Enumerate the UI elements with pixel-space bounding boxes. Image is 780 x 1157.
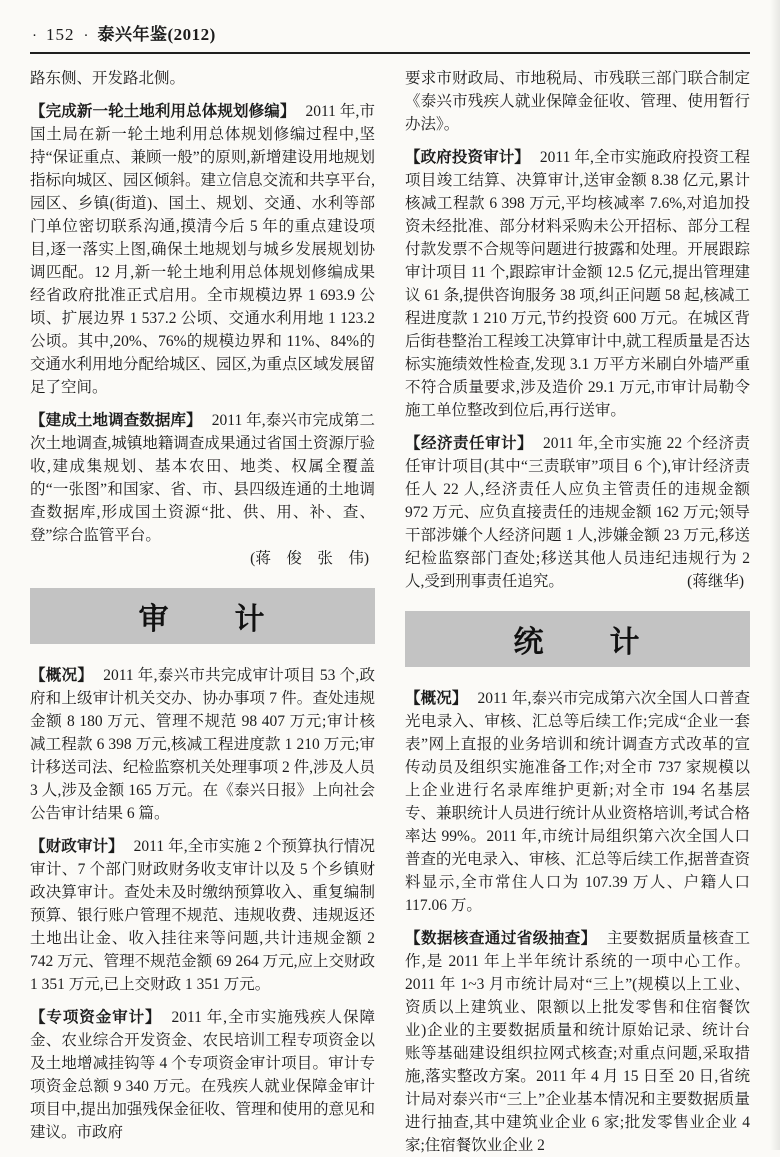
header-bullet-left: · — [32, 28, 37, 44]
entry-body: 2011 年,全市实施 22 个经济责任审计项目(其中“三责联审”项目 6 个),审计经济责任人 22 人,经济责任人应负主管责任的违规金额 972 万元、应负直接责任的违规金额 162 万元;领导干部涉嫌个人经济问题 1 人,涉嫌金额 23 万元,移送纪检监察部门查处;移送其他人员违纪违规行为 2 人,受到刑事责任追究。 — [405, 435, 750, 590]
entry-body: 主要数据质量核查工作,是 2011 年上半年统计系统的一项中心工作。2011 年 1~3 月市统计局对“三上”(规模以上工业、资质以上建筑业、限额以上批发零售和住宿餐饮业)企业的主要数据质量和统计原始记录、统计台账等基础建设组织拉网式核查;对重点问题,采取措施,落实整改方案。2011 年 4 月 15 日至 20 日,省统计局对泰兴市“三上”企业基本情况和主要数据质量进行抽查,其中建筑业企业 6 家;批发零售业企业 4 家;住宿餐饮业企业 2 — [405, 930, 750, 1154]
right-column — [405, 67, 750, 1157]
left-column — [30, 67, 375, 1157]
yearbook-entry — [405, 687, 750, 917]
entry-title: 【数据核查通过省级抽查】 — [405, 930, 597, 947]
page-header — [30, 20, 750, 52]
entry-body: 2011 年,泰兴市共完成审计项目 53 个,政府和上级审计机关交办、协办事项 7 件。查处违规金额 8 180 万元、管理不规范 98 407 万元;审计核减工程款 6 398 万元,核减工程进度款 1 210 万元;审计移送司法、纪检监察机关处理事项 2 件,涉及人员 3 人,涉及金额 165 万元。在《泰兴日报》上向社会公告审计结果 6 篇。 — [30, 667, 375, 822]
yearbook-entry — [30, 100, 375, 399]
entry-body: 2011 年,市国土局在新一轮土地利用总体规划修编过程中,坚持“保证重点、兼顾一般”的原则,新增建设用地规划指标向城区、园区倾斜。建立信息交流和共享平台,园区、乡镇(街道)、国土、规划、交通、水利等部门单位密切联系沟通,摸清今后 5 年的重点建设项目,逐一落实上图,确保土地规划与城乡发展规划协调匹配。12 月,新一轮土地利用总体规划修编成果经省政府批准正式启用。全市规模边界 1 693.9 公顷、扩展边界 1 537.2 公顷、交通水利用地 1 123.2 公顷。其中,20%、76%的规模边界和 11%、84%的交通水利用地分配给城区、园区,为重点区域发展留足了空间。 — [30, 103, 375, 396]
entry-title: 【财政审计】 — [30, 838, 124, 855]
header-divider — [30, 52, 750, 54]
entry-body: 2011 年,全市实施政府投资工程项目竣工结算、决算审计,送审金额 8.38 亿元,累计核减工程款 6 398 万元,平均核减率 7.6%,对追加投资未经批准、部分材料采购未公开招标、部分工程付款发票不合规等问题进行披露和处理。开展跟踪审计项目 11 个,跟踪审计金额 12.5 亿元,提出管理建议 61 条,提供咨询服务 38 项,纠正问题 58 起,核减工程进度款 1 210 万元,节约投资 600 万元。在城区背后街巷整治工程竣工决算审计中,就工程质量是否达标实施绩效性检查,发现 3.1 万平方米刷白外墙严重不符合质量要求,涉及造价 29.1 万元,市审计局勒令施工单位整改到位后,再行送审。 — [405, 149, 750, 419]
yearbook-entry — [405, 927, 750, 1157]
entry-body: 2011 年,泰兴市完成第二次土地调查,城镇地籍调查成果通过省国土资源厅验收,建成集规划、基本农田、地类、权属全覆盖的“一张图”和国家、省、市、县四级连通的土地调查数据库,形成国土资源“批、供、用、补、查、登”综合监管平台。 — [30, 412, 375, 544]
continuation-paragraph: 要求市财政局、市地税局、市残联三部门联合制定《泰兴市残疾人就业保障金征收、管理、使用暂行办法》。 — [405, 70, 750, 133]
yearbook-entry — [30, 835, 375, 996]
section-banner-label: 统 计 — [513, 626, 642, 659]
section-banner-label: 审 计 — [138, 603, 267, 636]
header-bullet-right: · — [83, 28, 89, 44]
entry-title: 【概况】 — [30, 667, 94, 684]
section-banner-statistics — [405, 611, 750, 667]
yearbook-entry — [405, 146, 750, 422]
entry-title: 【专项资金审计】 — [30, 1009, 162, 1026]
columns-container — [30, 67, 750, 1157]
entry-title: 【概况】 — [405, 690, 468, 707]
entry-title: 【经济责任审计】 — [405, 435, 534, 452]
yearbook-entry — [30, 409, 375, 570]
entry-title: 【政府投资审计】 — [405, 149, 530, 166]
page-number: 152 — [46, 25, 75, 44]
entry-signature: (蒋 俊 张 伟) — [250, 550, 369, 567]
entry-title: 【完成新一轮土地利用总体规划修编】 — [30, 103, 296, 120]
entry-signature: (蒋继华) — [687, 573, 744, 590]
entry-body: 2011 年,泰兴市完成第六次全国人口普查光电录入、审核、汇总等后续工作;完成“企业一套表”网上直报的业务培训和统计调查方式改革的宣传动员及组织实施准备工作;对全市 737 家规模以上企业进行名录库维护更新;对全市 194 名基层专、兼职统计人员进行统计从业资格培训,考试合格率达 99%。2011 年,市统计局组织第六次全国人口普查的光电录入、审核、汇总等后续工作,据普查资料显示,全市常住人口为 107.39 万人、户籍人口 117.06 万。 — [405, 690, 750, 914]
book-title: 泰兴年鉴(2012) — [97, 25, 216, 44]
section-banner-audit — [30, 588, 375, 644]
yearbook-entry — [405, 432, 750, 593]
continuation-paragraph: 路东侧、开发路北侧。 — [30, 70, 186, 87]
entry-body: 2011 年,全市实施 2 个预算执行情况审计、7 个部门财政财务收支审计以及 5 个乡镇财政决算审计。查处未及时缴纳预算收入、重复编制预算、银行账户管理不规范、违规收费、违规返还土地出让金、收入挂往来等问题,共计违规金额 2 742 万元、管理不规范金额 69 264 万元,应上交财政 1 351 万元,已上交财政 1 351 万元。 — [30, 838, 375, 993]
entry-title: 【建成土地调查数据库】 — [30, 412, 202, 429]
entry-body: 2011 年,全市实施残疾人保障金、农业综合开发资金、农民培训工程专项资金以及土地增减挂钩等 4 个专项资金审计项目。审计专项资金总额 9 340 万元。在残疾人就业保障金审计项目中,提出加强残保金征收、管理和使用的意见和建议。市政府 — [30, 1009, 375, 1141]
yearbook-entry — [30, 1006, 375, 1144]
yearbook-entry — [30, 664, 375, 825]
